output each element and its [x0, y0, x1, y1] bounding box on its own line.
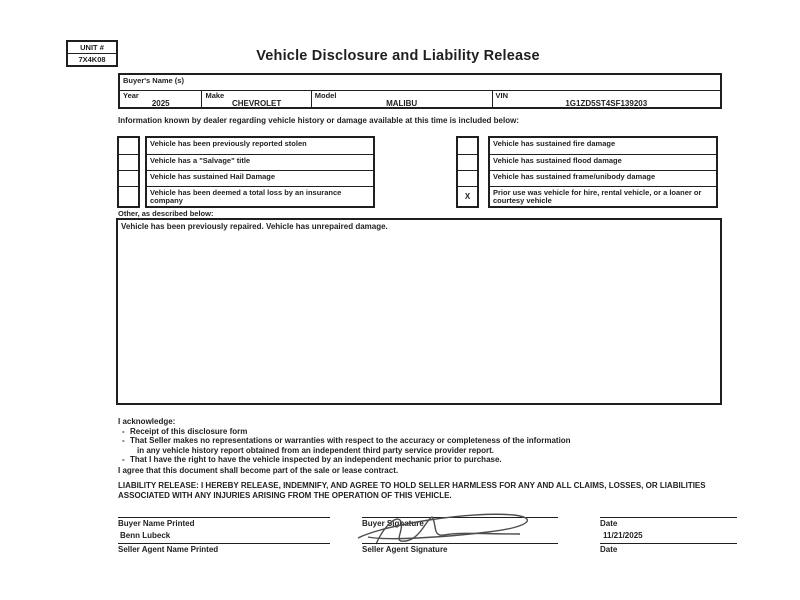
label-frame-damage: Vehicle has sustained frame/unibody damage: [490, 170, 716, 186]
buyer-date-label: Date: [600, 519, 618, 528]
buyer-name-signature-field[interactable]: [118, 517, 330, 528]
acknowledge-bullet-3: - That I have the right to have the vehicle inspected by an independent mechanic prior to purchase.: [122, 455, 502, 465]
seller-agent-date-field[interactable]: [600, 543, 737, 554]
vin-field[interactable]: [492, 91, 720, 107]
right-disclosure-list: [488, 136, 718, 208]
label-salvage-title: Vehicle has a "Salvage" title: [147, 154, 373, 170]
unit-value: 7X4K08: [68, 53, 116, 65]
seller-agent-signature-field[interactable]: [362, 543, 558, 554]
vin-label: VIN: [495, 91, 509, 100]
seller-agent-name-line: [118, 543, 330, 544]
disclosure-intro: Information known by dealer regarding vehicle history or damage available at this time is included below:: [118, 116, 519, 125]
seller-agent-signature-label: Seller Agent Signature: [362, 545, 448, 554]
checkbox-flood-damage[interactable]: [458, 154, 477, 170]
year-value: 2025: [151, 98, 170, 108]
label-hail-damage: Vehicle has sustained Hail Damage: [147, 170, 373, 186]
buyer-date-field[interactable]: [600, 517, 737, 528]
other-description-box[interactable]: [116, 218, 722, 405]
label-flood-damage: Vehicle has sustained flood damage: [490, 154, 716, 170]
vehicle-fields-row: [120, 90, 720, 107]
buyer-name-printed-label: Buyer Name Printed: [118, 519, 195, 528]
make-value: CHEVROLET: [231, 98, 282, 108]
label-prior-use: Prior use was vehicle for hire, rental vehicle, or a loaner or courtesy vehicle: [490, 186, 716, 206]
vin-value: 1G1ZD5ST4SF139203: [565, 98, 648, 108]
model-label: Model: [314, 91, 337, 100]
left-disclosure-list: [145, 136, 375, 208]
buyer-signature-label: Buyer Signature: [362, 519, 424, 528]
label-total-loss: Vehicle has been deemed a total loss by an insurance company: [147, 186, 373, 206]
year-field[interactable]: [120, 91, 201, 107]
left-checkbox-column: [117, 136, 140, 208]
buyer-name-label: Buyer's Name (s): [123, 76, 184, 85]
buyer-name-line: [118, 517, 330, 518]
acknowledgment-block: [118, 417, 728, 465]
checkbox-fire-damage[interactable]: [458, 138, 477, 154]
vehicle-info-table: [118, 73, 722, 109]
make-field[interactable]: [201, 91, 310, 107]
checkbox-stolen[interactable]: [119, 138, 138, 154]
checkbox-total-loss[interactable]: [119, 186, 138, 206]
checkbox-prior-use[interactable]: X: [458, 186, 477, 206]
seller-agent-name-value: Benn Lubeck: [120, 531, 171, 540]
agree-line: I agree that this document shall become part of the sale or lease contract.: [118, 466, 399, 475]
seller-agent-name-label: Seller Agent Name Printed: [118, 545, 219, 554]
seller-agent-date-label: Date: [600, 545, 618, 554]
acknowledge-bullet-2: - That Seller makes no representations or warranties with respect to the accuracy or completeness of the information: [122, 436, 571, 446]
checkbox-salvage-title[interactable]: [119, 154, 138, 170]
acknowledge-heading: I acknowledge:: [118, 417, 176, 426]
seller-agent-date-line: [600, 543, 737, 544]
right-checkbox-column: [456, 136, 479, 208]
buyer-date-line: [600, 517, 737, 518]
seller-agent-date-value: 11/21/2025: [603, 531, 643, 540]
acknowledge-bullet-1: - Receipt of this disclosure form: [122, 426, 248, 436]
label-stolen: Vehicle has been previously reported stolen: [150, 138, 307, 148]
checkbox-frame-damage[interactable]: [458, 170, 477, 186]
unit-number-box: [66, 40, 118, 67]
year-label: Year: [123, 91, 139, 100]
other-section-label: Other, as described below:: [118, 209, 214, 218]
page-title: Vehicle Disclosure and Liability Release: [256, 48, 540, 64]
checkbox-hail-damage[interactable]: [119, 170, 138, 186]
buyer-name-field[interactable]: [120, 75, 720, 90]
model-field[interactable]: [311, 91, 492, 107]
model-value: MALIBU: [386, 98, 418, 108]
other-description-text: Vehicle has been previously repaired. Vehicle has unrepaired damage.: [121, 222, 388, 231]
label-fire-damage: Vehicle has sustained fire damage: [493, 138, 616, 148]
seller-agent-name-field[interactable]: [118, 543, 330, 554]
make-label: Make: [205, 91, 225, 100]
unit-label: UNIT #: [80, 43, 104, 52]
liability-release-text: LIABILITY RELEASE: I HEREBY RELEASE, INDEMNIFY, AND AGREE TO HOLD SELLER HARMLESS FOR ANY AND ALL CLAIMS, LOSSES, OR LIABILITIES ASSOCIATED WITH ANY INJURIES ARISING FROM THE OPERATION OF THIS VEHICLE.: [118, 481, 706, 500]
acknowledge-bullet-2-continuation: in any vehicle history report obtained from an independent third party service provider report.: [137, 445, 494, 455]
seller-agent-signature-line: [362, 543, 558, 544]
